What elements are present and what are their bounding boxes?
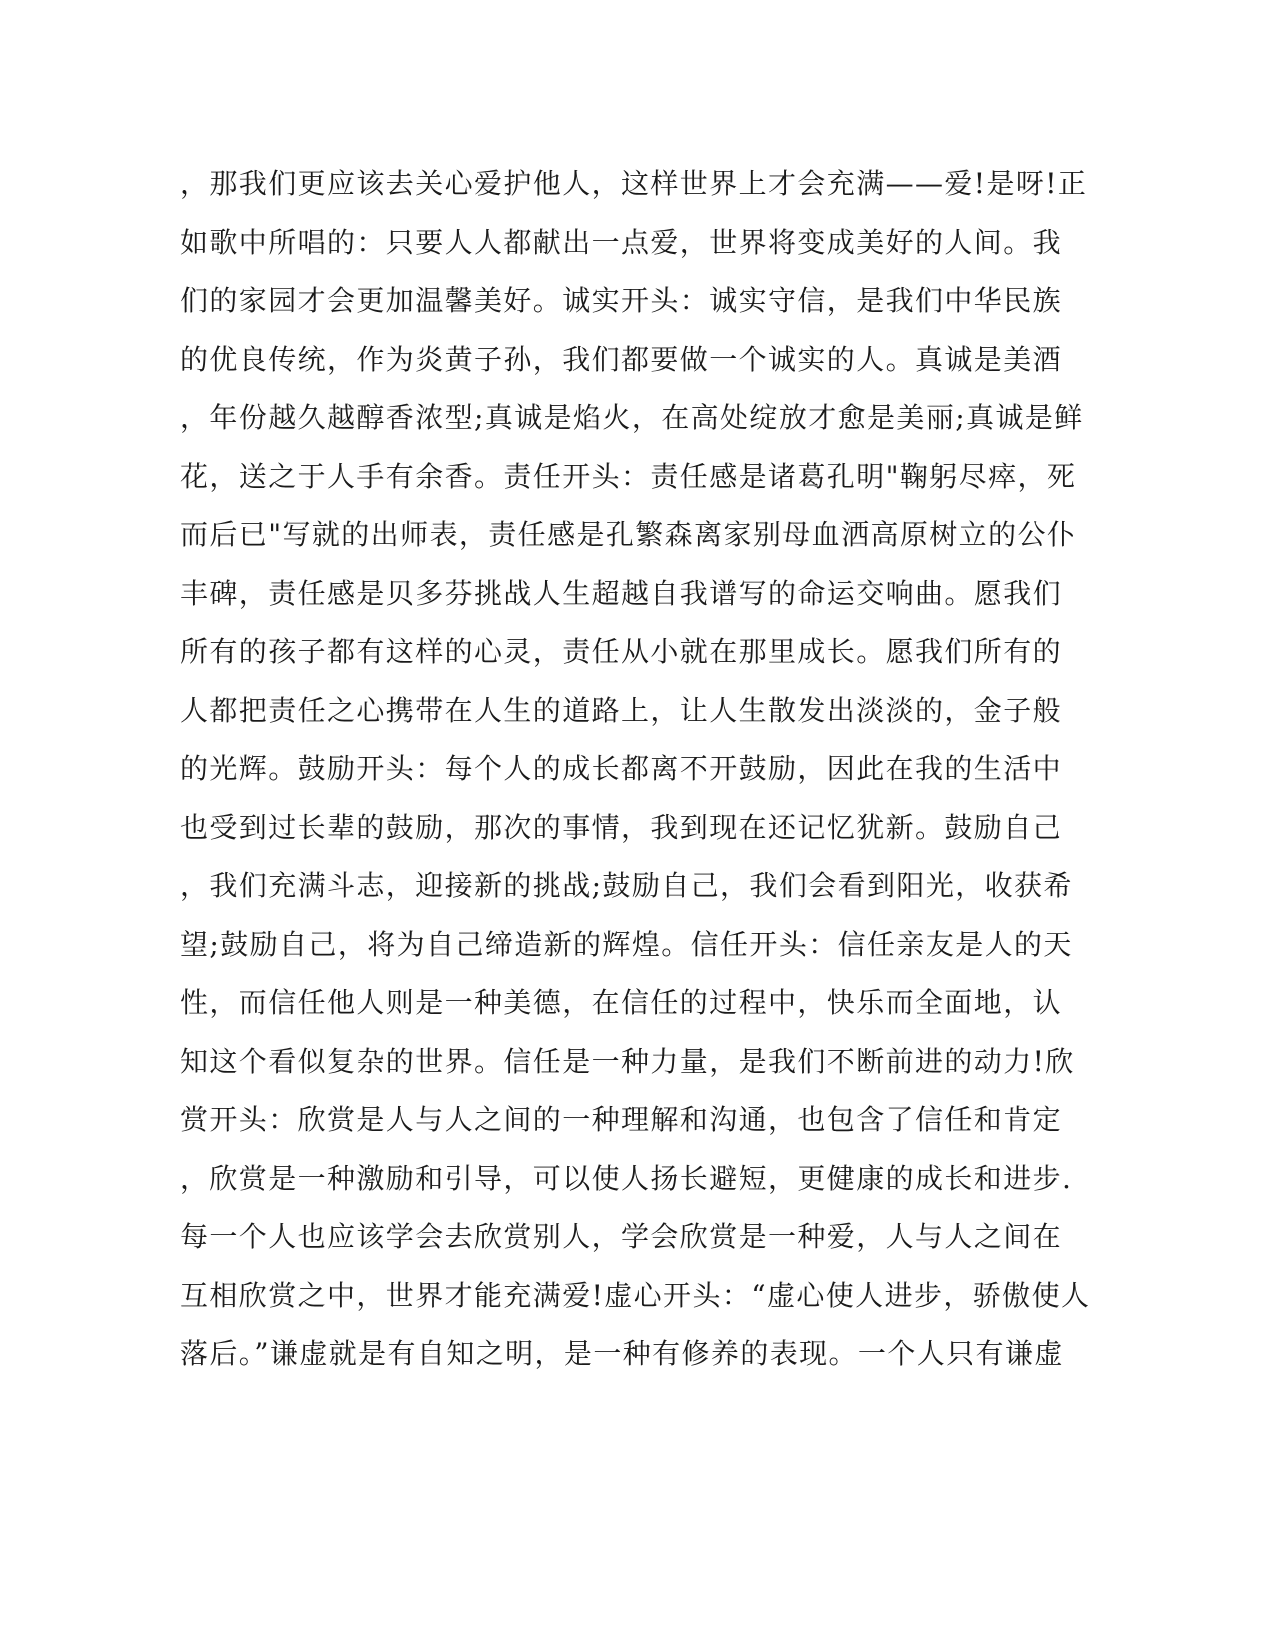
body-text — [180, 155, 1091, 1384]
text-line: ，年份越久越醇香浓型;真诚是焰火，在高处绽放才愈是美丽;真诚是鲜 — [180, 401, 1084, 434]
text-line: 们的家园才会更加温馨美好。诚实开头：诚实守信，是我们中华民族 — [180, 284, 1063, 317]
text-line: 如歌中所唱的：只要人人都献出一点爱，世界将变成美好的人间。我 — [180, 225, 1063, 259]
text-line: ，那我们更应该去关心爱护他人，这样世界上才会充满——爱!是呀!正 — [180, 167, 1088, 200]
text-line: 也受到过长辈的鼓励，那次的事情，我到现在还记忆犹新。鼓励自己 — [180, 810, 1063, 844]
text-line: 花，送之于人手有余香。责任开头：责任感是诸葛孔明"鞠躬尽瘁，死 — [180, 459, 1077, 493]
text-line: 知这个看似复杂的世界。信任是一种力量，是我们不断前进的动力!欣 — [180, 1044, 1075, 1078]
text-line: 落后。”谦虚就是有自知之明，是一种有修养的表现。一个人只有谦虚 — [180, 1337, 1064, 1370]
text-line: 所有的孩子都有这样的心灵，责任从小就在那里成长。愿我们所有的 — [180, 635, 1063, 668]
text-line: 赏开头：欣赏是人与人之间的一种理解和沟通，也包含了信任和肯定 — [180, 1103, 1063, 1136]
text-line: 互相欣赏之中，世界才能充满爱!虚心开头：“虚心使人进步，骄傲使人 — [180, 1278, 1091, 1312]
text-line: 人都把责任之心携带在人生的道路上，让人生散发出淡淡的，金子般 — [180, 693, 1063, 727]
text-line: 望;鼓励自己，将为自己缔造新的辉煌。信任开头：信任亲友是人的天 — [180, 927, 1073, 961]
text-line: 每一个人也应该学会去欣赏别人，学会欣赏是一种爱，人与人之间在 — [180, 1220, 1063, 1253]
text-line: ，欣赏是一种激励和引导，可以使人扬长避短，更健康的成长和进步. — [180, 1161, 1073, 1195]
text-line: 而后已"写就的出师表，责任感是孔繁森离家别母血洒高原树立的公仆 — [180, 518, 1077, 551]
text-line: 的优良传统，作为炎黄子孙，我们都要做一个诚实的人。真诚是美酒 — [180, 342, 1063, 376]
text-line: 丰碑，责任感是贝多芬挑战人生超越自我谱写的命运交响曲。愿我们 — [180, 576, 1063, 610]
text-line: ，我们充满斗志，迎接新的挑战;鼓励自己，我们会看到阳光，收获希 — [180, 869, 1073, 902]
text-line: 性，而信任他人则是一种美德，在信任的过程中，快乐而全面地，认 — [180, 986, 1063, 1019]
text-line: 的光辉。鼓励开头：每个人的成长都离不开鼓励，因此在我的生活中 — [180, 752, 1063, 785]
